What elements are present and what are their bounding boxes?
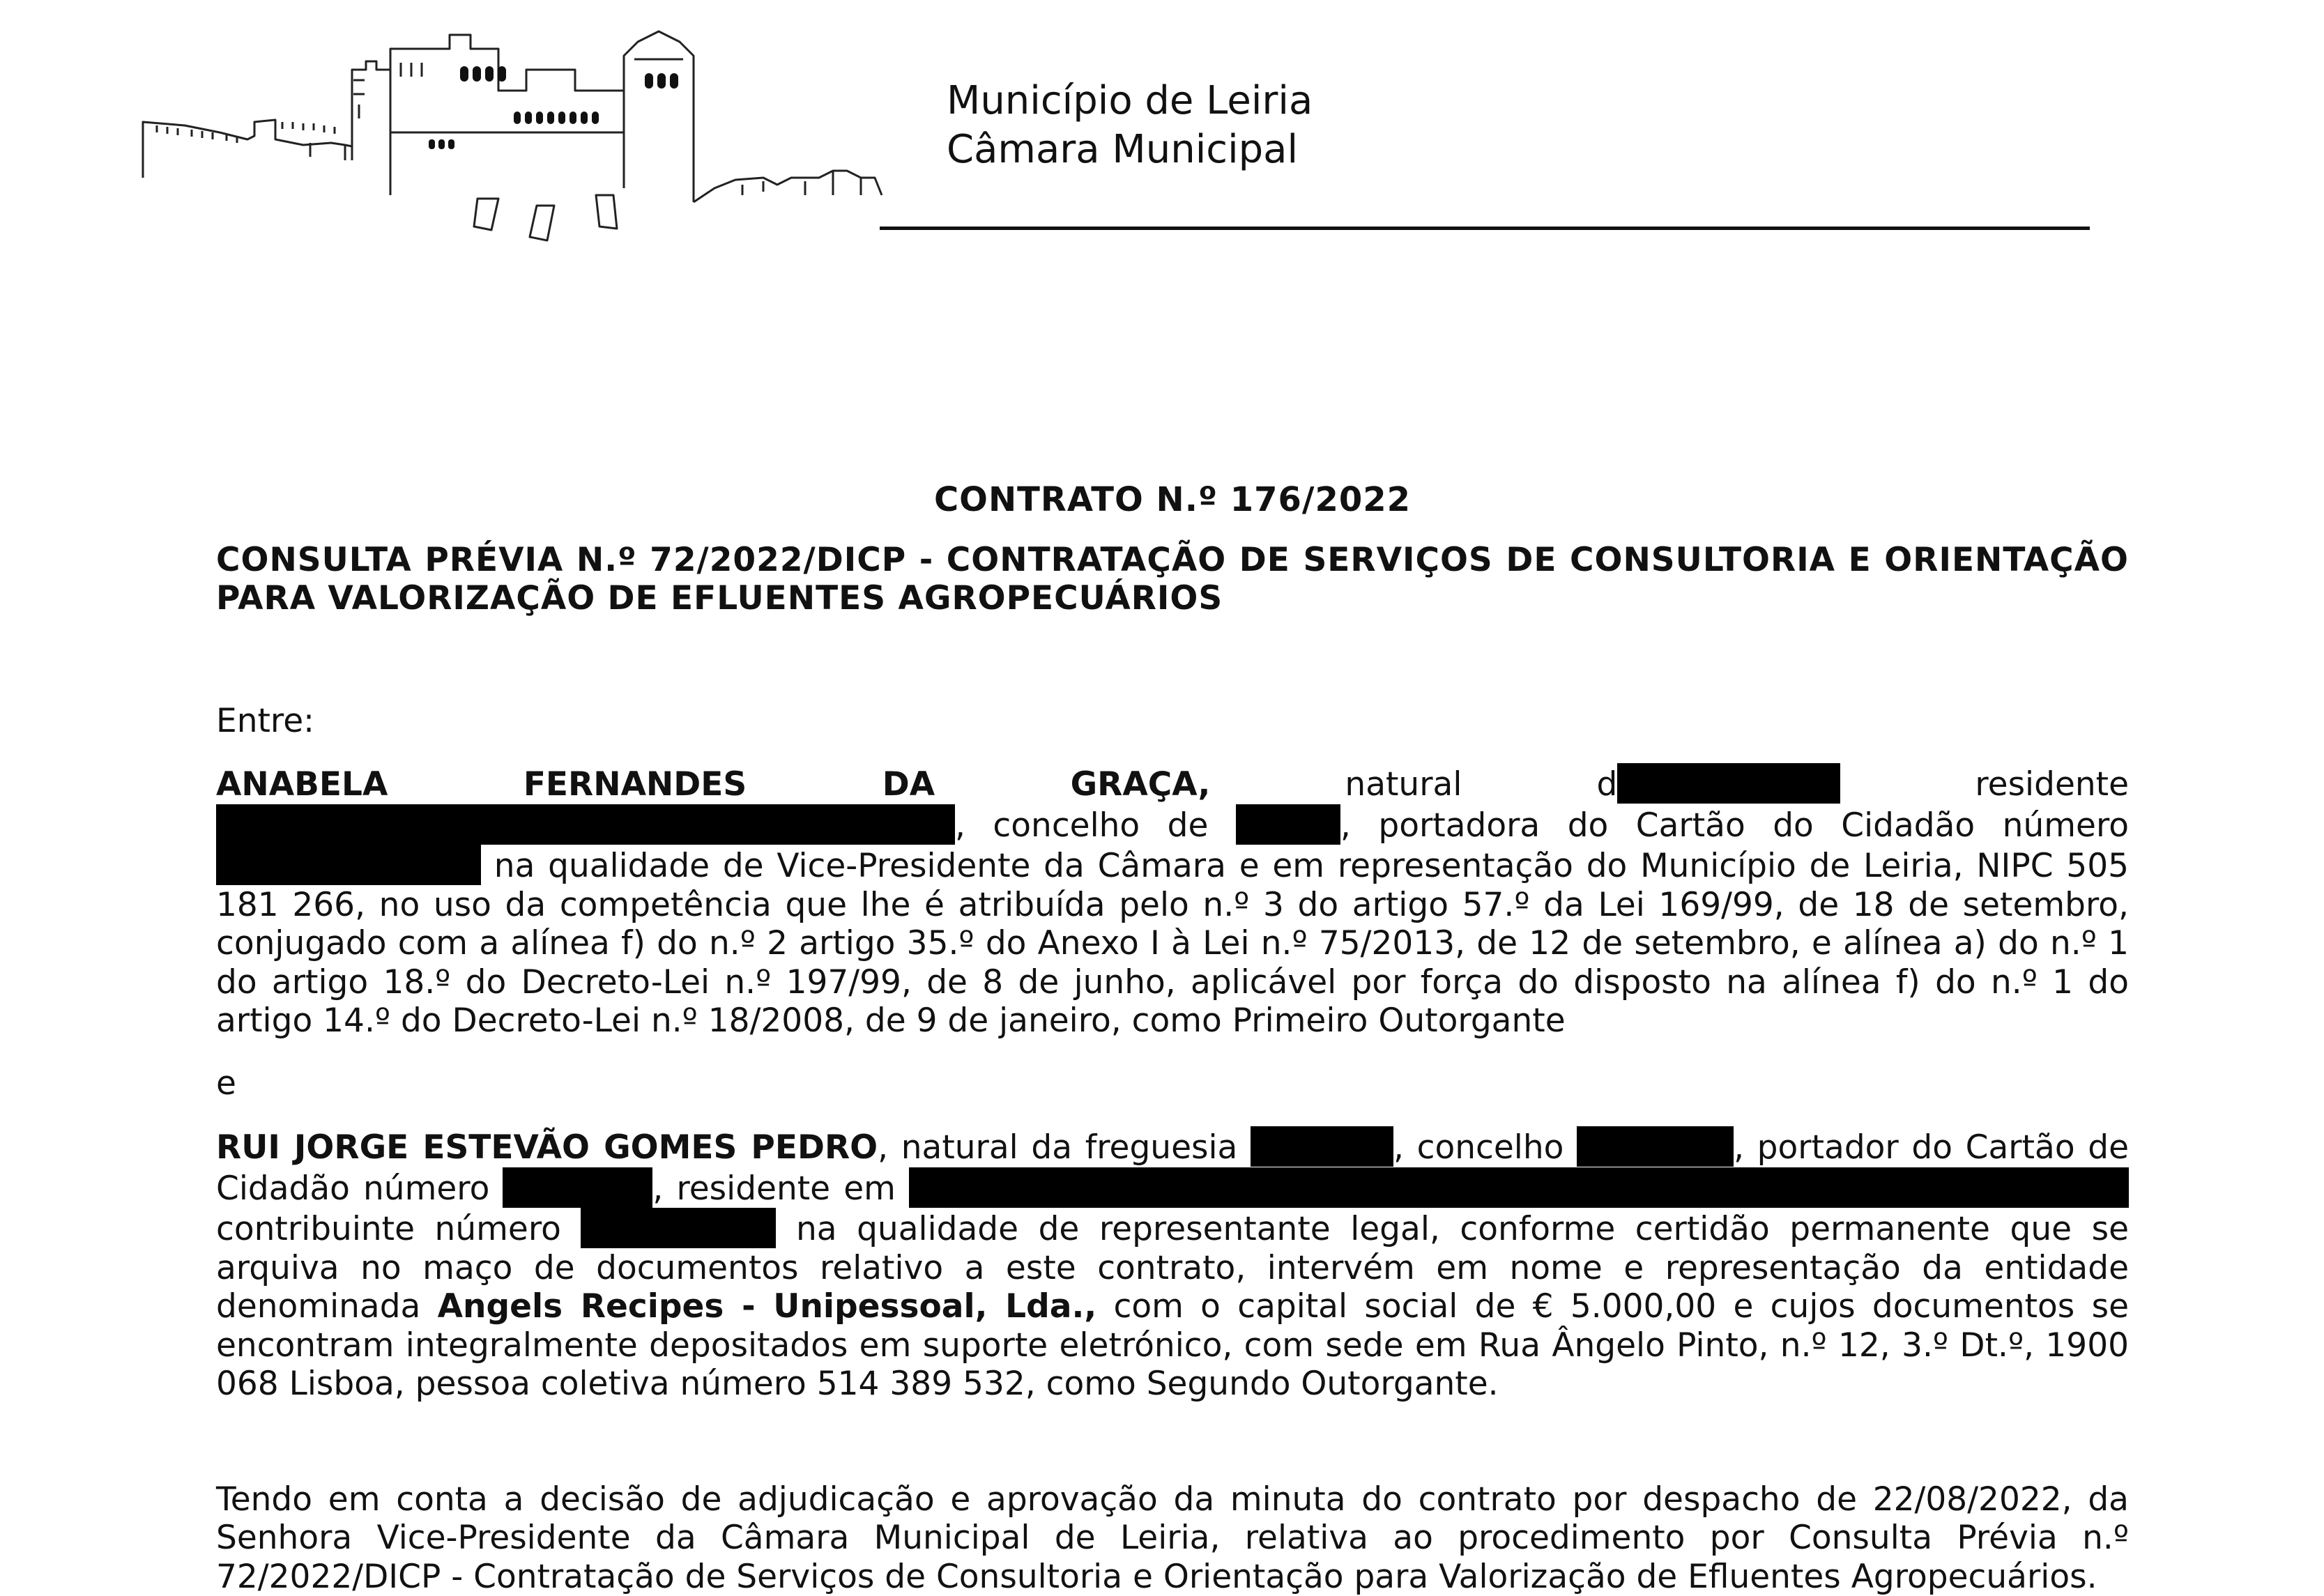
second-party-paragraph: RUI JORGE ESTEVÃO GOMES PEDRO, natural da freguesia , concelho , portador do Cartão de Cidadão número , residente em contribuinte número na qualidade de representante legal, conforme certidão permanente que se arquiva no maço de documentos relativo a este contrato, intervém em nome e representação da entidade denominada Angels Recipes - Unipessoal, Lda., com o capital social de € 5.000,00 e cujos documentos se encontram integralmente depositados em suporte eletrónico, com sede em Rua Ângelo Pinto, n.º 12, 3.º Dt.º, 1900 068 Lisboa, pessoa coletiva número 514 389 532, como Segundo Outorgante. <box>216 1126 2129 1404</box>
redaction-box <box>1577 1126 1734 1167</box>
first-party-name: ANABELA FERNANDES DA GRAÇA, <box>216 765 1210 804</box>
leiria-castle-logo <box>136 28 889 258</box>
org-line-chamber: Câmara Municipal <box>947 125 1313 174</box>
redaction-box <box>1236 804 1340 845</box>
redaction-box <box>581 1208 776 1248</box>
redaction-box <box>1251 1126 1393 1167</box>
contract-body <box>216 481 2129 1596</box>
org-line-municipality: Município de Leiria <box>947 77 1313 125</box>
redaction-box <box>216 804 955 845</box>
redaction-box <box>503 1167 652 1208</box>
redaction-box <box>1617 763 1840 804</box>
company-name: Angels Recipes - Unipessoal, Lda., <box>438 1287 1097 1326</box>
entre-label: Entre: <box>216 702 2129 741</box>
decision-paragraph: Tendo em conta a decisão de adjudicação e aprovação da minuta do contrato por despacho de 22/08/2022, da Senhora Vice-Presidente da Câmara Municipal de Leiria, relativa ao procedimento por Consulta Prévia n.º 72/2022/DICP - Contratação de Serviços de Consultoria e Orientação para Valorização de Efluentes Agropecuários. <box>216 1480 2129 1596</box>
header-divider <box>880 227 2090 230</box>
redaction-box <box>909 1167 2129 1208</box>
conjunction-e: e <box>216 1064 2129 1103</box>
second-party-name: RUI JORGE ESTEVÃO GOMES PEDRO <box>216 1128 878 1167</box>
redaction-box <box>216 845 481 885</box>
procedure-title: CONSULTA PRÉVIA N.º 72/2022/DICP - CONTRATAÇÃO DE SERVIÇOS DE CONSULTORIA E ORIENTAÇÃO PARA VALORIZAÇÃO DE EFLUENTES AGROPECUÁRIOS <box>216 541 2129 618</box>
first-party-paragraph: ANABELA FERNANDES DA GRAÇA, natural d residente , concelho de , portadora do Cartão do Cidadão número na qualidade de Vice-Presidente da Câmara e em representação do Município de Leiria, NIPC 505 181 266, no uso da competência que lhe é atribuída pelo n.º 3 do artigo 57.º da Lei 169/99, de 18 de setembro, conjugado com a alínea f) do n.º 2 artigo 35.º do Anexo I à Lei n.º 75/2013, de 12 de setembro, e alínea a) do n.º 1 do artigo 18.º do Decreto-Lei n.º 197/99, de 8 de junho, aplicável por força do disposto na alínea f) do n.º 1 do artigo 14.º do Decreto-Lei n.º 18/2008, de 9 de janeiro, como Primeiro Outorgante <box>216 763 2129 1041</box>
organization-name <box>947 77 1313 174</box>
contract-title: CONTRATO N.º 176/2022 <box>216 481 2129 520</box>
